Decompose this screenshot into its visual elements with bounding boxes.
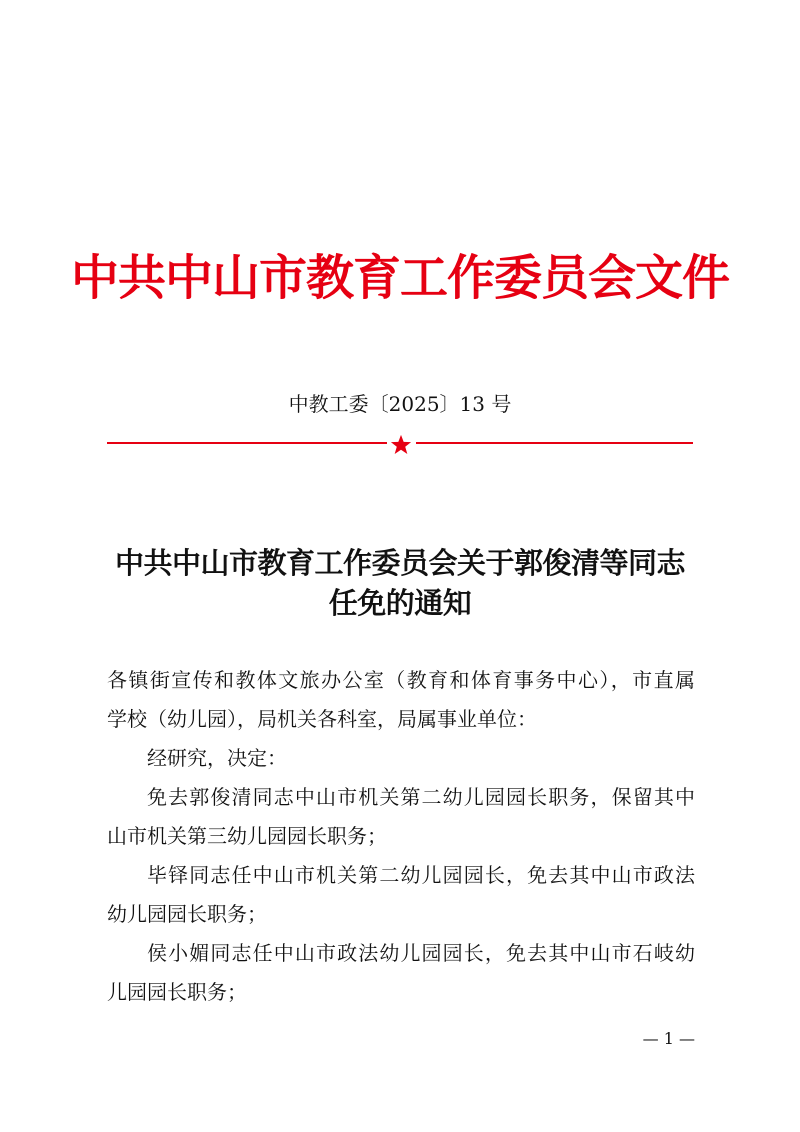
item-1-line-2: 山市机关第三幼儿园园长职务；: [107, 824, 387, 848]
document-title: [80, 543, 720, 623]
document-title-line-2: 任免的通知: [328, 586, 472, 620]
document-title-line-1: 中共中山市教育工作委员会关于郭俊清等同志: [114, 546, 685, 580]
addressee-line-2: 学校（幼儿园），局机关各科室，局属事业单位：: [107, 707, 537, 731]
red-separator-left: [107, 442, 387, 444]
item-3-line-1: 侯小媚同志任中山市政法幼儿园园长，免去其中山市石岐幼: [147, 941, 695, 965]
item-3-line-2: 儿园园长职务；: [107, 980, 247, 1004]
page-number: — 1 —: [642, 1029, 695, 1048]
five-point-star-icon: [390, 434, 412, 456]
item-1-line-1: 免去郭俊清同志中山市机关第二幼儿园园长职务，保留其中: [147, 785, 695, 809]
red-separator-right: [416, 442, 693, 444]
item-2-line-2: 幼儿园园长职务；: [107, 902, 267, 926]
item-2-line-1: 毕铎同志任中山市机关第二幼儿园园长，免去其中山市政法: [147, 863, 695, 887]
document-number: 中教工委〔2025〕13 号: [288, 392, 512, 416]
addressee-line-1: 各镇街宣传和教体文旅办公室（教育和体育事务中心），市直属: [107, 668, 695, 692]
decision-intro: 经研究，决定：: [147, 746, 287, 770]
red-header-title: 中共中山市教育工作委员会文件: [70, 250, 729, 306]
